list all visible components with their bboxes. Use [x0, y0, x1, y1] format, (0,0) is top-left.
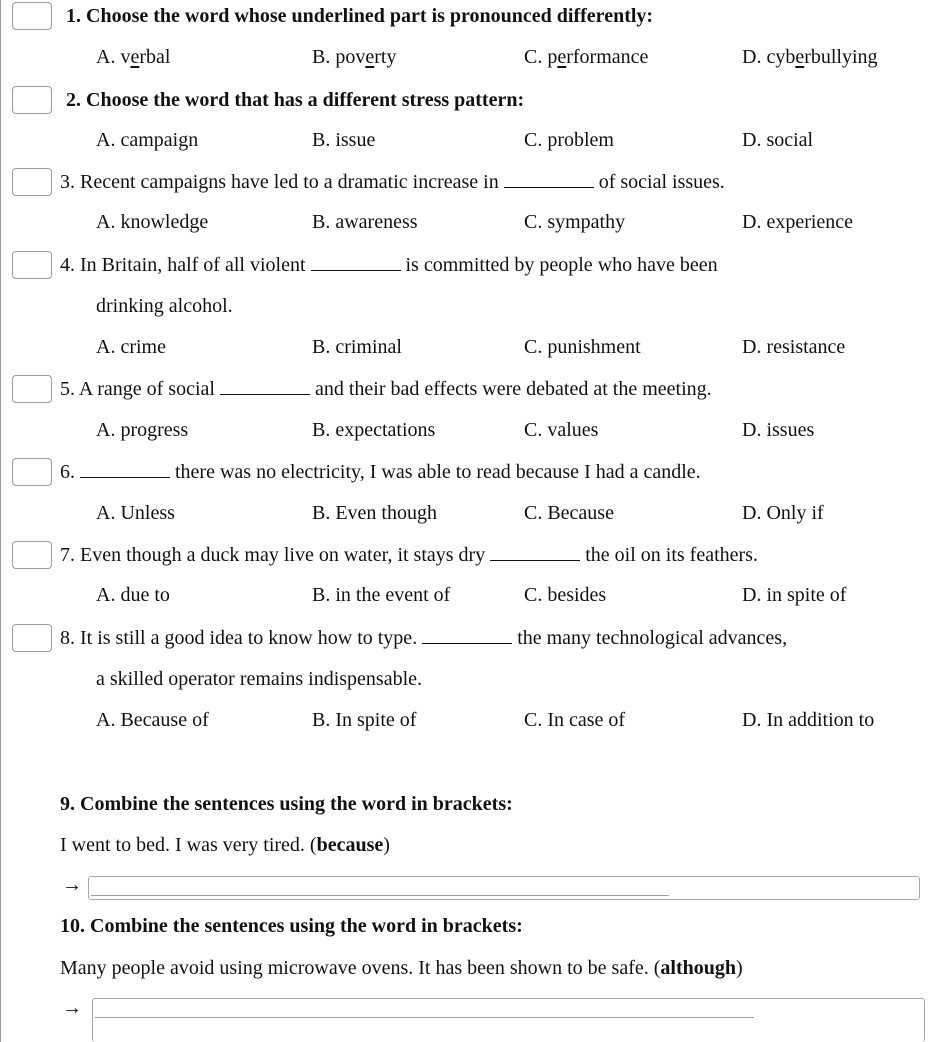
option-1b[interactable]: B. poverty — [312, 46, 397, 68]
answer-line — [95, 1017, 754, 1018]
answer-box-6[interactable] — [12, 458, 52, 486]
option-1a[interactable]: A. verbal — [96, 46, 171, 68]
option-6b[interactable]: B. Even though — [312, 502, 437, 524]
option-3a[interactable]: A. knowledge — [96, 211, 209, 233]
answer-box-4[interactable] — [12, 251, 52, 279]
option-6a[interactable]: A. Unless — [96, 502, 175, 524]
question-7-stem: 7. Even though a duck may live on water, it stays dry the oil on its feathers. — [60, 544, 758, 566]
option-1d[interactable]: D. cyberbullying — [742, 46, 878, 68]
arrow-icon: → — [62, 997, 82, 1019]
option-3d[interactable]: D. experience — [742, 211, 854, 233]
option-2d[interactable]: D. social — [742, 129, 814, 151]
option-4b[interactable]: B. criminal — [312, 336, 402, 358]
arrow-icon: → — [62, 874, 82, 896]
question-3-stem: 3. Recent campaigns have led to a dramatic increase in of social issues. — [60, 171, 725, 193]
question-5-stem: 5. A range of social and their bad effects were debated at the meeting. — [60, 378, 712, 400]
question-4-stem: 4. In Britain, half of all violent is committed by people who have been — [60, 254, 718, 276]
answer-input-9[interactable] — [88, 876, 920, 900]
question-4-stem-line2: drinking alcohol. — [96, 295, 233, 317]
option-5a[interactable]: A. progress — [96, 419, 189, 441]
question-9-sentence: I went to bed. I was very tired. (because) — [60, 834, 390, 856]
answer-box-8[interactable] — [12, 624, 52, 652]
option-2b[interactable]: B. issue — [312, 129, 376, 151]
option-4c[interactable]: C. punishment — [524, 336, 641, 358]
blank — [80, 460, 170, 478]
answer-box-5[interactable] — [12, 375, 52, 403]
answer-box-1[interactable] — [12, 2, 52, 30]
question-10-heading: 10. Combine the sentences using the word in brackets: — [60, 915, 523, 937]
option-8a[interactable]: A. Because of — [96, 709, 209, 731]
question-9-heading: 9. Combine the sentences using the word in brackets: — [60, 793, 513, 815]
option-7b[interactable]: B. in the event of — [312, 584, 451, 606]
option-7d[interactable]: D. in spite of — [742, 584, 847, 606]
blank — [220, 377, 310, 395]
option-7c[interactable]: C. besides — [524, 584, 607, 606]
answer-box-7[interactable] — [12, 541, 52, 569]
option-8c[interactable]: C. In case of — [524, 709, 626, 731]
answer-line — [91, 895, 669, 896]
option-3c[interactable]: C. sympathy — [524, 211, 626, 233]
option-8d[interactable]: D. In addition to — [742, 709, 875, 731]
question-6-stem: 6. there was no electricity, I was able to read because I had a candle. — [60, 461, 701, 483]
option-5d[interactable]: D. issues — [742, 419, 815, 441]
option-5b[interactable]: B. expectations — [312, 419, 436, 441]
blank — [490, 543, 580, 561]
option-6d[interactable]: D. Only if — [742, 502, 824, 524]
question-8-stem-line2: a skilled operator remains indispensable. — [96, 668, 423, 690]
page-border — [0, 0, 1, 1042]
option-5c[interactable]: C. values — [524, 419, 599, 441]
blank — [504, 170, 594, 188]
option-1c[interactable]: C. performance — [524, 46, 649, 68]
question-10-sentence: Many people avoid using microwave ovens. It has been shown to be safe. (although) — [60, 957, 743, 979]
question-1-stem: 1. Choose the word whose underlined part is pronounced differently: — [66, 5, 654, 27]
option-3b[interactable]: B. awareness — [312, 211, 418, 233]
option-7a[interactable]: A. due to — [96, 584, 170, 606]
question-8-stem: 8. It is still a good idea to know how to type. the many technological advances, — [60, 627, 788, 649]
answer-box-3[interactable] — [12, 168, 52, 196]
question-2-stem: 2. Choose the word that has a different stress pattern: — [66, 89, 525, 111]
answer-input-10[interactable] — [92, 998, 925, 1042]
option-4a[interactable]: A. crime — [96, 336, 166, 358]
option-6c[interactable]: C. Because — [524, 502, 614, 524]
blank — [311, 253, 401, 271]
option-8b[interactable]: B. In spite of — [312, 709, 417, 731]
option-4d[interactable]: D. resistance — [742, 336, 846, 358]
answer-box-2[interactable] — [12, 86, 52, 114]
option-2c[interactable]: C. problem — [524, 129, 614, 151]
option-2a[interactable]: A. campaign — [96, 129, 199, 151]
blank — [422, 626, 512, 644]
